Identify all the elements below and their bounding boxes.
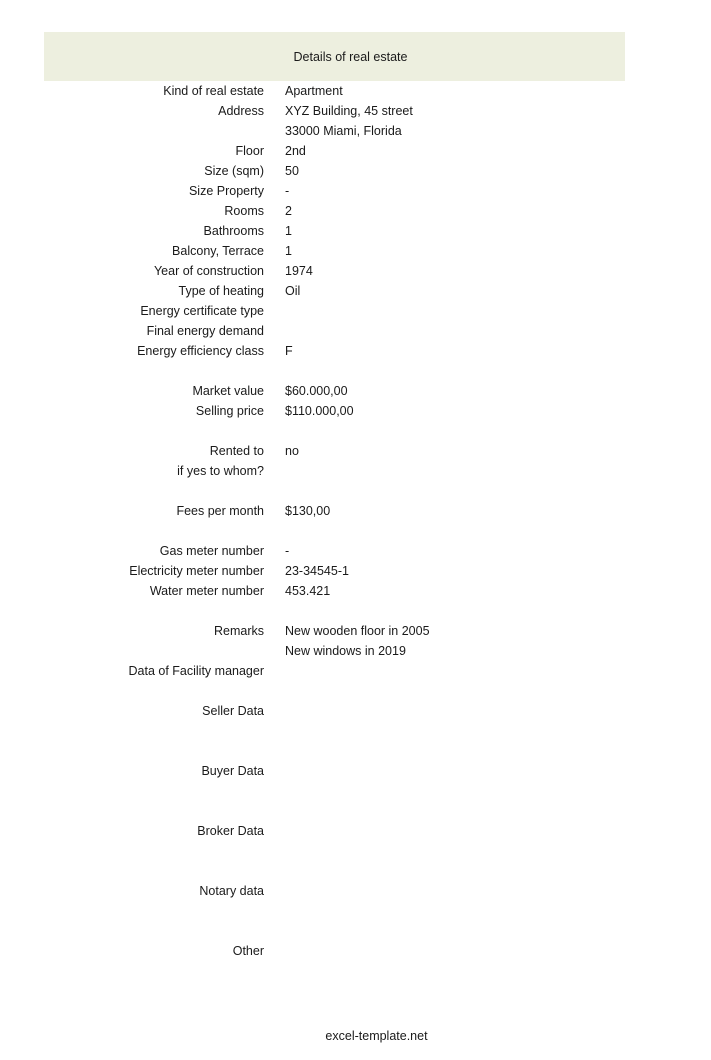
detail-label: Rooms bbox=[224, 204, 264, 218]
detail-row bbox=[0, 181, 711, 201]
detail-label: Energy efficiency class bbox=[137, 344, 264, 358]
detail-value: 1974 bbox=[285, 264, 313, 278]
detail-row bbox=[0, 721, 711, 741]
detail-label: Final energy demand bbox=[146, 324, 264, 338]
detail-row bbox=[0, 801, 711, 821]
header-band bbox=[44, 32, 625, 81]
detail-row bbox=[0, 361, 711, 381]
detail-row bbox=[0, 861, 711, 881]
detail-row bbox=[0, 741, 711, 761]
detail-row bbox=[0, 481, 711, 501]
detail-value: 453.421 bbox=[285, 584, 331, 598]
detail-value: 2nd bbox=[285, 144, 306, 158]
detail-row bbox=[0, 941, 711, 961]
detail-row bbox=[0, 701, 711, 721]
detail-label: if yes to whom? bbox=[177, 464, 264, 478]
detail-row bbox=[0, 141, 711, 161]
detail-row bbox=[0, 821, 711, 841]
detail-value: Apartment bbox=[285, 84, 343, 98]
detail-row bbox=[0, 261, 711, 281]
detail-value: F bbox=[285, 344, 293, 358]
detail-row bbox=[0, 581, 711, 601]
detail-label: Water meter number bbox=[149, 584, 264, 598]
detail-label: Buyer Data bbox=[201, 764, 264, 778]
detail-value: 50 bbox=[285, 164, 299, 178]
detail-row bbox=[0, 161, 711, 181]
detail-value: 2 bbox=[285, 204, 292, 218]
detail-row bbox=[0, 681, 711, 701]
detail-row bbox=[0, 621, 711, 641]
detail-value: 1 bbox=[285, 244, 292, 258]
detail-row bbox=[0, 401, 711, 421]
detail-label: Other bbox=[232, 944, 264, 958]
detail-row bbox=[0, 781, 711, 801]
detail-label: Year of construction bbox=[153, 264, 264, 278]
detail-row bbox=[0, 461, 711, 481]
detail-row bbox=[0, 641, 711, 661]
detail-value: New wooden floor in 2005 bbox=[285, 624, 430, 638]
detail-label: Type of heating bbox=[178, 284, 264, 298]
detail-label: Bathrooms bbox=[203, 224, 264, 238]
detail-row bbox=[0, 501, 711, 521]
detail-row bbox=[0, 661, 711, 681]
detail-row bbox=[0, 101, 711, 121]
detail-label: Fees per month bbox=[176, 504, 264, 518]
detail-value: Oil bbox=[285, 284, 301, 298]
detail-value: - bbox=[285, 544, 290, 558]
detail-row bbox=[0, 441, 711, 461]
detail-row bbox=[0, 541, 711, 561]
detail-label: Size Property bbox=[188, 184, 264, 198]
detail-label: Selling price bbox=[195, 404, 264, 418]
detail-label: Energy certificate type bbox=[140, 304, 264, 318]
detail-label: Kind of real estate bbox=[163, 84, 264, 98]
detail-value: - bbox=[285, 184, 290, 198]
detail-label: Data of Facility manager bbox=[128, 664, 264, 678]
detail-label: Broker Data bbox=[197, 824, 264, 838]
detail-row bbox=[0, 921, 711, 941]
detail-label: Balcony, Terrace bbox=[172, 244, 264, 258]
detail-value: 23-34545-1 bbox=[285, 564, 349, 578]
detail-value: $130,00 bbox=[285, 504, 331, 518]
detail-value: 1 bbox=[285, 224, 292, 238]
detail-label: Rented to bbox=[209, 444, 264, 458]
detail-row bbox=[0, 421, 711, 441]
detail-value: no bbox=[285, 444, 299, 458]
detail-value: $110.000,00 bbox=[285, 404, 354, 418]
detail-row bbox=[0, 901, 711, 921]
detail-label: Notary data bbox=[199, 884, 264, 898]
detail-value: XYZ Building, 45 street bbox=[285, 104, 413, 118]
detail-label: Address bbox=[218, 104, 264, 118]
detail-label: Market value bbox=[192, 384, 264, 398]
detail-row bbox=[0, 841, 711, 861]
detail-row bbox=[0, 601, 711, 621]
detail-row bbox=[0, 201, 711, 221]
detail-row bbox=[0, 881, 711, 901]
detail-row bbox=[0, 81, 711, 101]
detail-row bbox=[0, 221, 711, 241]
detail-label: Remarks bbox=[213, 624, 264, 638]
detail-label: Size (sqm) bbox=[204, 164, 264, 178]
detail-row bbox=[0, 761, 711, 781]
detail-value: $60.000,00 bbox=[285, 384, 348, 398]
detail-label: Floor bbox=[235, 144, 264, 158]
detail-row bbox=[0, 301, 711, 321]
detail-row bbox=[0, 321, 711, 341]
detail-value: 33000 Miami, Florida bbox=[285, 124, 402, 138]
detail-label: Electricity meter number bbox=[129, 564, 264, 578]
detail-row bbox=[0, 281, 711, 301]
detail-row bbox=[0, 341, 711, 361]
detail-label: Gas meter number bbox=[159, 544, 264, 558]
footer-credit: excel-template.net bbox=[325, 1029, 428, 1043]
detail-row bbox=[0, 241, 711, 261]
detail-row bbox=[0, 521, 711, 541]
detail-row bbox=[0, 121, 711, 141]
detail-value: New windows in 2019 bbox=[285, 644, 406, 658]
page-title: Details of real estate bbox=[293, 49, 408, 64]
detail-row bbox=[0, 561, 711, 581]
detail-row bbox=[0, 381, 711, 401]
detail-label: Seller Data bbox=[202, 704, 264, 718]
